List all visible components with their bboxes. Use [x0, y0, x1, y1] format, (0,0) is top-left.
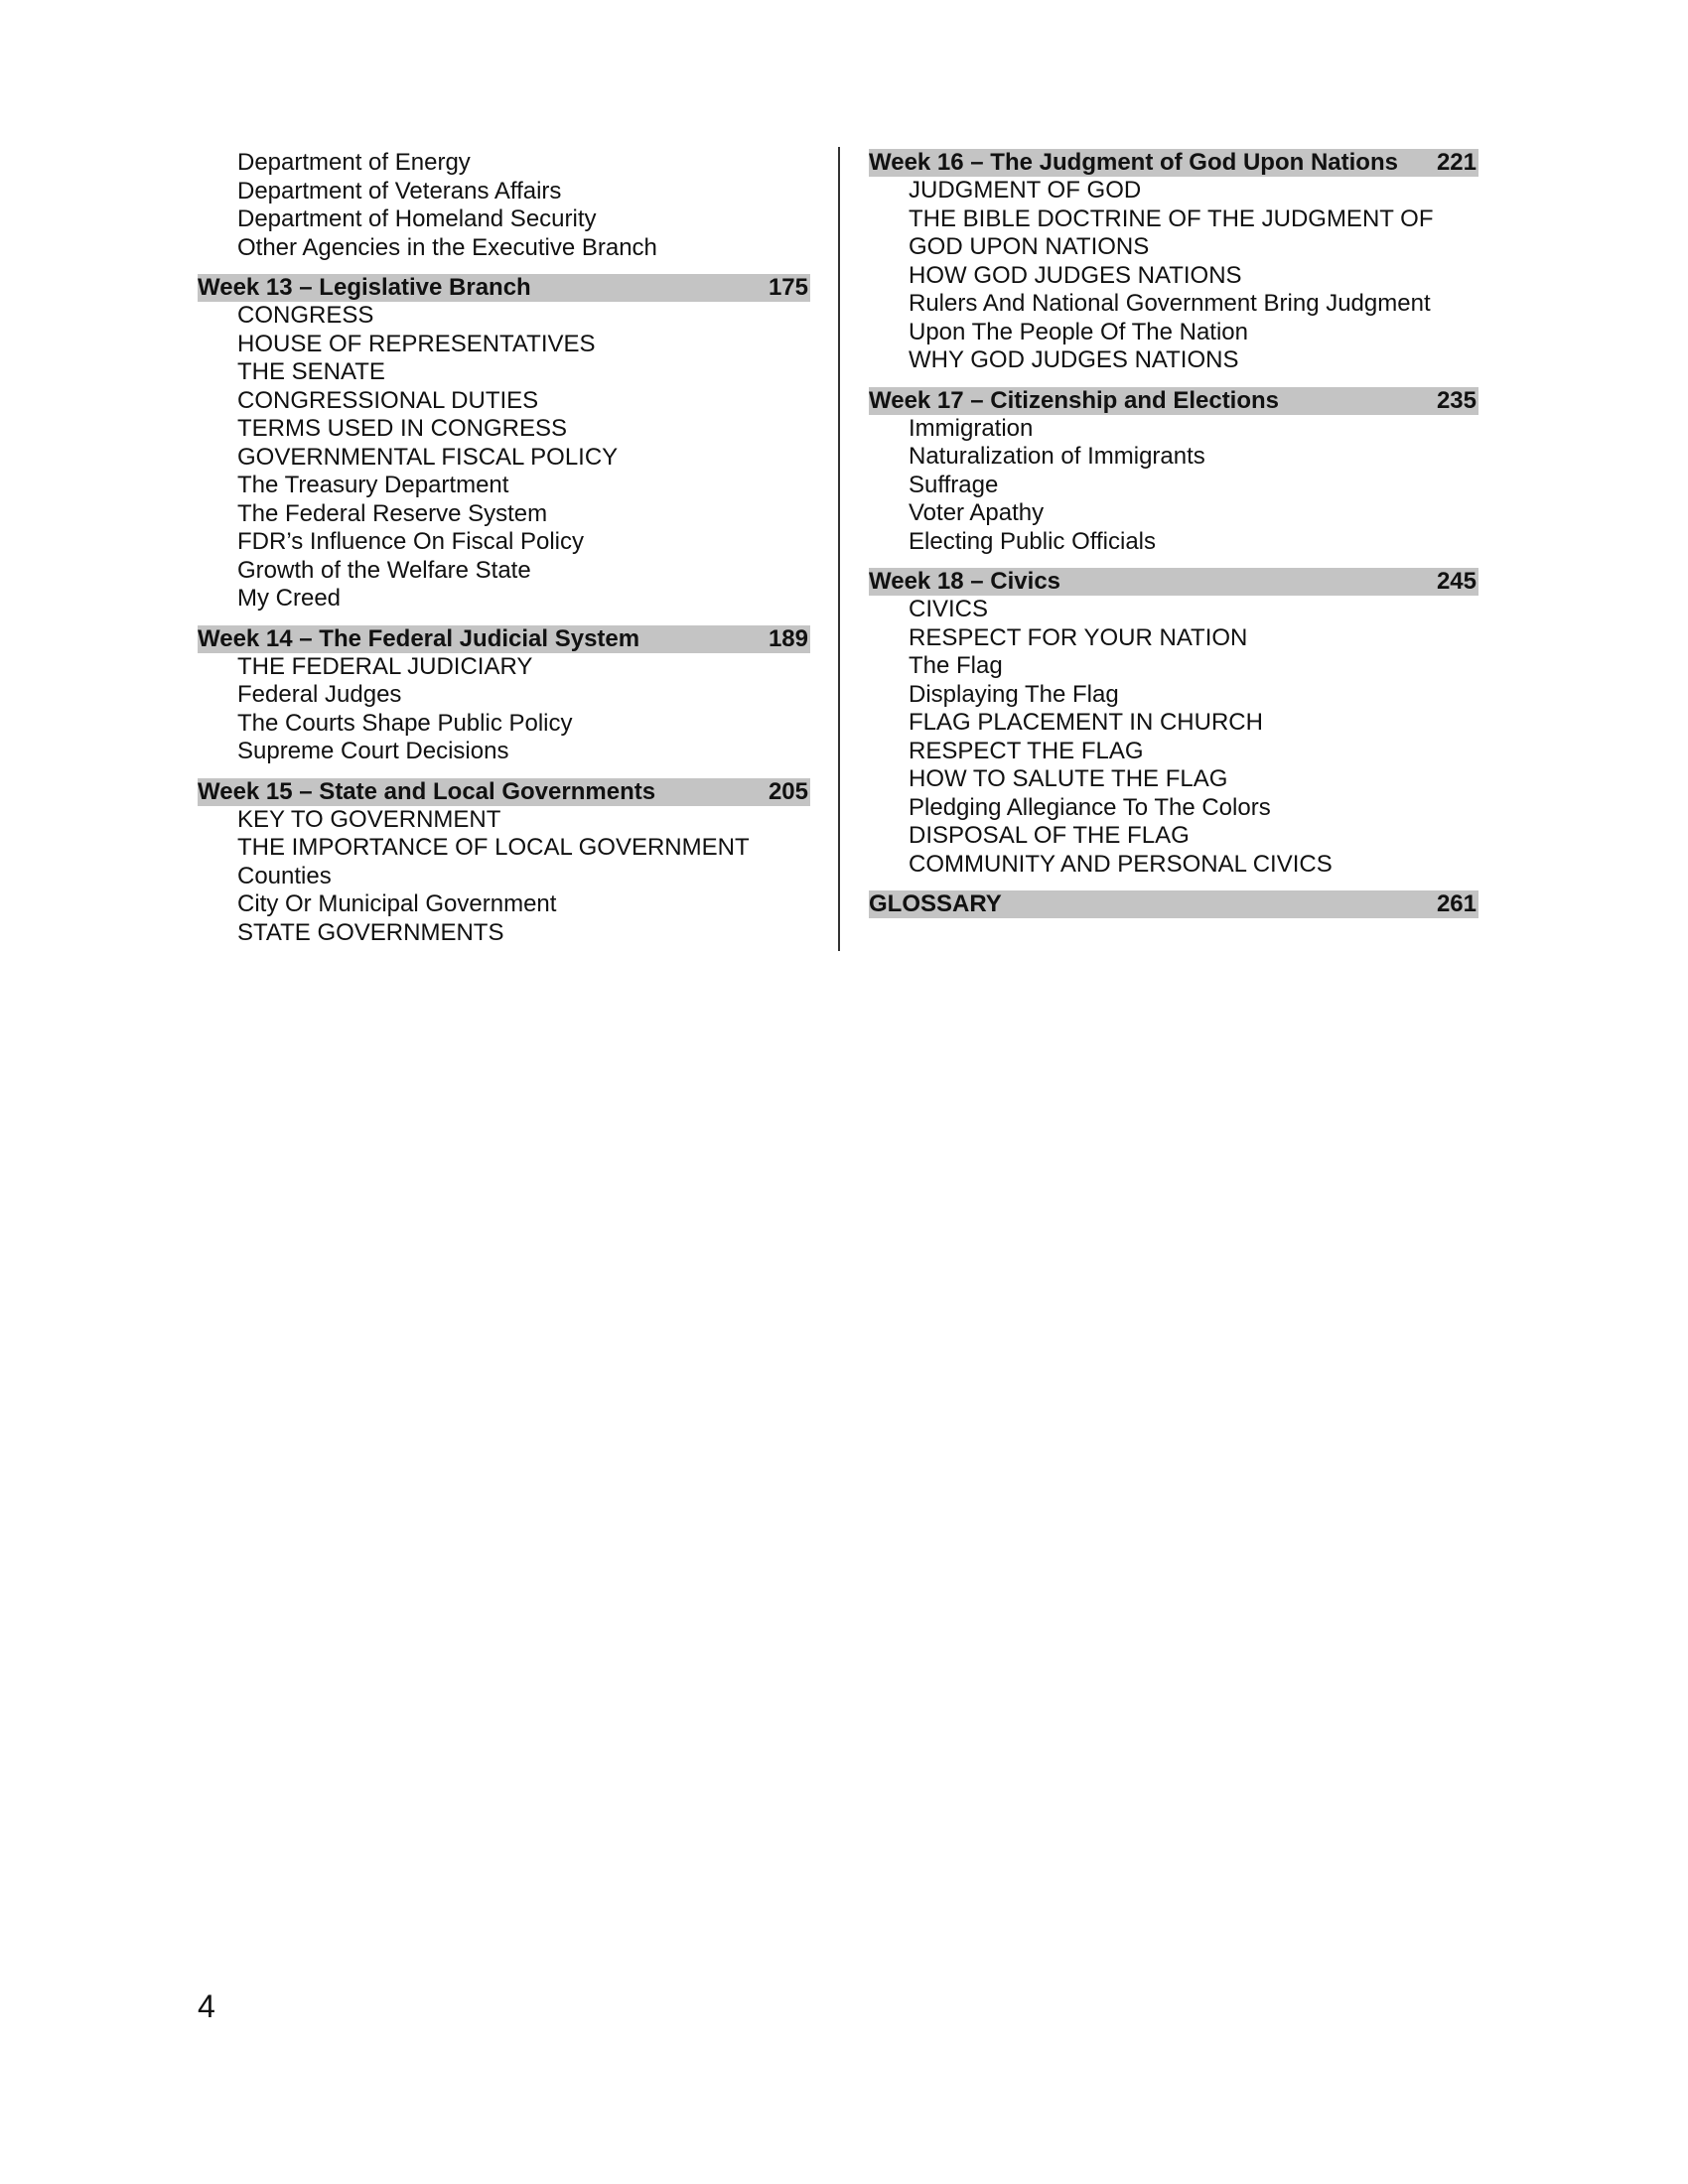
toc-entry[interactable]: CONGRESSIONAL DUTIES	[237, 386, 539, 414]
week-title: Week 16 – The Judgment of God Upon Nations	[869, 149, 1398, 176]
toc-week-14-heading[interactable]	[198, 625, 810, 653]
toc-entry[interactable]: Electing Public Officials	[909, 527, 1156, 555]
toc-entry[interactable]: HOW GOD JUDGES NATIONS	[909, 261, 1242, 289]
toc-entry[interactable]: Naturalization of Immigrants	[909, 443, 1205, 470]
week-page-number: 245	[1436, 568, 1477, 595]
toc-entry[interactable]: The Flag	[909, 652, 1003, 679]
toc-entry[interactable]: Counties	[237, 862, 332, 889]
week-title: Week 14 – The Federal Judicial System	[198, 624, 640, 652]
toc-entry[interactable]: Other Agencies in the Executive Branch	[237, 233, 657, 261]
toc-entry[interactable]: Upon The People Of The Nation	[909, 318, 1248, 345]
toc-entry[interactable]: The Federal Reserve System	[237, 499, 548, 527]
toc-week-15-heading[interactable]	[198, 778, 810, 806]
toc-entry[interactable]: Displaying The Flag	[909, 680, 1119, 708]
toc-entry[interactable]: THE FEDERAL JUDICIARY	[237, 652, 533, 680]
toc-entry[interactable]: The Treasury Department	[237, 472, 509, 498]
toc-entry[interactable]: THE IMPORTANCE OF LOCAL GOVERNMENT	[237, 834, 750, 861]
toc-entry[interactable]: HOW TO SALUTE THE FLAG	[909, 765, 1228, 792]
toc-week-17-heading[interactable]	[869, 387, 1478, 415]
toc-glossary-heading[interactable]	[869, 890, 1478, 918]
week-title: GLOSSARY	[869, 890, 1002, 917]
toc-week-13-heading[interactable]	[198, 274, 810, 302]
toc-entry[interactable]: STATE GOVERNMENTS	[237, 918, 504, 946]
toc-left-column	[198, 149, 810, 947]
toc-entry[interactable]: THE BIBLE DOCTRINE OF THE JUDGMENT OF	[909, 205, 1434, 232]
week-page-number: 221	[1436, 149, 1477, 176]
toc-entry[interactable]: RESPECT THE FLAG	[909, 737, 1144, 764]
toc-entry[interactable]: FLAG PLACEMENT IN CHURCH	[909, 709, 1263, 736]
toc-entry[interactable]: Rulers And National Government Bring Judgment	[909, 290, 1431, 317]
column-divider	[838, 147, 840, 951]
toc-week-16-heading[interactable]	[869, 149, 1478, 177]
toc-entry[interactable]: JUDGMENT OF GOD	[909, 177, 1142, 204]
toc-entry[interactable]: DISPOSAL OF THE FLAG	[909, 822, 1190, 849]
toc-week-18-heading[interactable]	[869, 568, 1478, 596]
toc-entry[interactable]: COMMUNITY AND PERSONAL CIVICS	[909, 850, 1333, 878]
toc-entry[interactable]: CIVICS	[909, 596, 989, 622]
week-page-number: 175	[768, 274, 808, 301]
toc-entry[interactable]: Voter Apathy	[909, 499, 1045, 526]
toc-entry[interactable]: Growth of the Welfare State	[237, 556, 531, 584]
toc-entry[interactable]: FDR’s Influence On Fiscal Policy	[237, 528, 585, 555]
toc-entry[interactable]: THE SENATE	[237, 358, 385, 385]
toc-right-column	[869, 149, 1478, 918]
toc-entry[interactable]: Suffrage	[909, 471, 999, 498]
toc-entry[interactable]: The Courts Shape Public Policy	[237, 709, 573, 737]
toc-entry[interactable]: Supreme Court Decisions	[237, 738, 509, 764]
week-page-number: 261	[1436, 890, 1477, 917]
toc-entry[interactable]: GOVERNMENTAL FISCAL POLICY	[237, 443, 619, 471]
toc-entry[interactable]: Department of Veterans Affairs	[237, 177, 562, 205]
week-page-number: 205	[768, 777, 808, 805]
toc-entry[interactable]: RESPECT FOR YOUR NATION	[909, 623, 1248, 651]
page-number: 4	[198, 1988, 215, 2024]
week-title: Week 17 – Citizenship and Elections	[869, 386, 1280, 414]
toc-entry[interactable]: Department of Energy	[237, 149, 471, 176]
toc-entry[interactable]: Pledging Allegiance To The Colors	[909, 793, 1271, 821]
toc-entry[interactable]: Department of Homeland Security	[237, 205, 597, 232]
toc-entry[interactable]: My Creed	[237, 585, 342, 612]
week-page-number: 235	[1436, 386, 1477, 414]
toc-entry[interactable]: WHY GOD JUDGES NATIONS	[909, 346, 1239, 373]
week-title: Week 18 – Civics	[869, 568, 1061, 595]
toc-entry[interactable]: CONGRESS	[237, 302, 374, 329]
toc-entry[interactable]: Immigration	[909, 414, 1034, 442]
week-page-number: 189	[768, 624, 808, 652]
toc-entry[interactable]: KEY TO GOVERNMENT	[237, 805, 501, 833]
toc-entry[interactable]: TERMS USED IN CONGRESS	[237, 415, 568, 442]
toc-entry[interactable]: Federal Judges	[237, 681, 402, 708]
week-title: Week 15 – State and Local Governments	[198, 777, 656, 805]
week-title: Week 13 – Legislative Branch	[198, 274, 531, 301]
toc-entry[interactable]: HOUSE OF REPRESENTATIVES	[237, 330, 596, 357]
toc-entry[interactable]: City Or Municipal Government	[237, 890, 557, 917]
toc-entry[interactable]: GOD UPON NATIONS	[909, 233, 1150, 260]
